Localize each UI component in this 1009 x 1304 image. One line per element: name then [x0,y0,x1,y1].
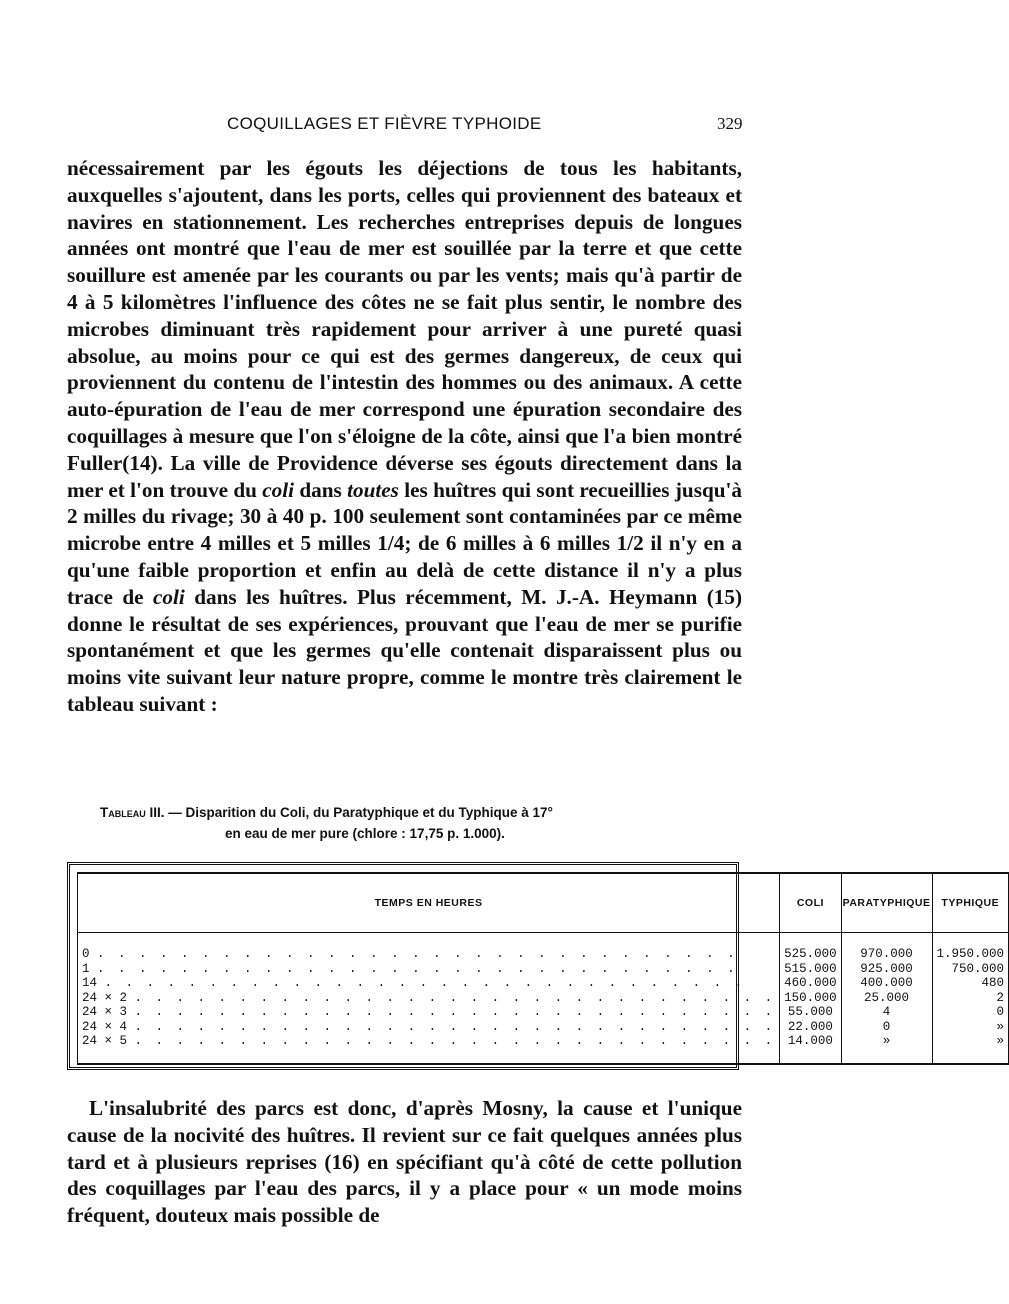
paragraph-text: nécessairement par les égouts les déjections de tous les habitants, auxquelles s'ajoutent, dans les ports, celles qui proviennent des bateaux et navires en stationnement. Les recherches entreprises depuis de longues années ont montré que l'eau de mer est souillée par la terre et que cette souillure est amenée par les courants ou par les vents; mais qu'à partir de 4 à 5 kilomètres l'influence des côtes ne se fait plus sentir, le nombre des microbes diminuant très rapidement pour arriver à une pureté quasi absolue, au moins pour ce qui est des germes dangereux, de ceux qui proviennent du contenu de l'intestin des hommes ou des animaux. A cette auto-épuration de l'eau de mer correspond une épuration secondaire des coquillages à mesure que l'on s'éloigne de la côte, ainsi que l'a bien montré Fuller(14). La ville de Providence déverse ses égouts directement dans la mer et l'on trouve du [67,156,742,502]
typhique-cell: 480 [932,976,1009,991]
time-value: 14 [82,976,98,990]
caption-text-line-1: — Disparition du Coli, du Paratyphique et du Typhique à 17° [164,805,553,820]
leader-dots: . . . . . . . . . . . . . . . . . . . . . . . . . . . . . . . [134,1019,776,1034]
time-cell [78,1020,780,1035]
leader-dots: . . . . . . . . . . . . . . . . . . . . . . . . . . . . . . . [97,947,738,961]
coli-cell: 460.000 [780,976,842,991]
typhique-cell: 0 [932,1005,1009,1020]
paratyphique-cell: » [841,1034,932,1064]
time-value: 24 × 2 [82,990,128,1005]
typhique-cell: » [932,1020,1009,1035]
column-header-typhique: TYPHIQUE [932,873,1009,933]
time-value: 0 [82,947,90,961]
table-row [78,1034,1009,1064]
table-frame [67,862,1005,1070]
paratyphique-cell: 400.000 [841,976,932,991]
caption-label: Tableau III. [100,805,165,820]
leader-dots: . . . . . . . . . . . . . . . . . . . . . . . . . . . . . . . [134,1034,776,1048]
paratyphique-cell: 0 [841,1020,932,1035]
caption-text-line-2: en eau de mer pure (chlore : 17,75 p. 1.000). [225,826,505,841]
paragraph-text: dans les huîtres. Plus récemment, M. J.-A. Heymann (15) donne le résultat de ses expériences, prouvant que l'eau de mer se purifie spontanément et que les germes qu'elle contenait disparaissent plus ou moins vite suivant leur nature propre, comme le montre très clairement le tableau suivant : [67,584,742,716]
coli-cell: 14.000 [780,1034,842,1064]
time-value: 1 [82,961,90,976]
data-table [77,872,1009,1065]
time-cell [78,991,780,1006]
coli-cell: 515.000 [780,962,842,977]
paratyphique-cell: 925.000 [841,962,932,977]
table-row [78,976,1009,991]
table-row [78,1005,1009,1020]
coli-cell: 55.000 [780,1005,842,1020]
typhique-cell: » [932,1034,1009,1064]
time-value: 24 × 3 [82,1005,128,1019]
italic-coli: coli [262,477,295,502]
leader-dots: . . . . . . . . . . . . . . . . . . . . . . . . . . . . . . . [134,1005,776,1019]
column-header-coli: COLI [780,873,842,933]
time-cell [78,962,780,977]
page-number: 329 [717,114,743,133]
paratyphique-cell: 25.000 [841,991,932,1006]
column-header-temps: TEMPS EN HEURES [78,873,780,933]
italic-coli: coli [152,584,185,609]
running-head [0,114,800,138]
table-header-row [78,873,1009,933]
time-value: 24 × 4 [82,1019,128,1034]
typhique-cell: 750.000 [932,962,1009,977]
time-cell [78,933,780,962]
time-cell [78,1005,780,1020]
coli-cell: 525.000 [780,933,842,962]
leader-dots: . . . . . . . . . . . . . . . . . . . . . . . . . . . . . . . [104,976,746,990]
time-cell [78,1034,780,1064]
paragraph-text: dans [294,477,348,502]
time-cell [78,976,780,991]
table-caption [100,802,750,844]
body-paragraph-1 [67,155,742,718]
coli-cell: 22.000 [780,1020,842,1035]
leader-dots: . . . . . . . . . . . . . . . . . . . . . . . . . . . . . . . [97,961,738,976]
table-row [78,933,1009,962]
paratyphique-cell: 4 [841,1005,932,1020]
coli-cell: 150.000 [780,991,842,1006]
paragraph-text: les huîtres qui sont recueillies jusqu'à 2 milles du rivage; 30 à 40 p. 100 seulement sont contaminées par ce même microbe entre 4 milles et 5 milles 1/4; de 6 milles à 6 milles 1/2 il n'y en a qu'une faible proportion et enfin au delà de cette distance il n'y a plus trace de [67,477,743,609]
typhique-cell: 1.950.000 [932,933,1009,962]
running-title: COQUILLAGES ET FIÈVRE TYPHOIDE [227,114,542,133]
time-value: 24 × 5 [82,1034,128,1048]
typhique-cell: 2 [932,991,1009,1006]
table-row [78,991,1009,1006]
table-row [78,962,1009,977]
leader-dots: . . . . . . . . . . . . . . . . . . . . . . . . . . . . . . . [134,990,776,1005]
italic-toutes: toutes [347,477,399,502]
table-row [78,1020,1009,1035]
column-header-paratyphique: PARATYPHIQUE [841,873,932,933]
body-paragraph-2: L'insalubrité des parcs est donc, d'après Mosny, la cause et l'unique cause de la nocivité des huîtres. Il revient sur ce fait quelques années plus tard et à plusieurs reprises (16) en spécifiant qu'à côté de cette pollution des coquillages par l'eau des parcs, il y a place pour « un mode moins fréquent, douteux mais possible de [67,1096,742,1228]
paratyphique-cell: 970.000 [841,933,932,962]
